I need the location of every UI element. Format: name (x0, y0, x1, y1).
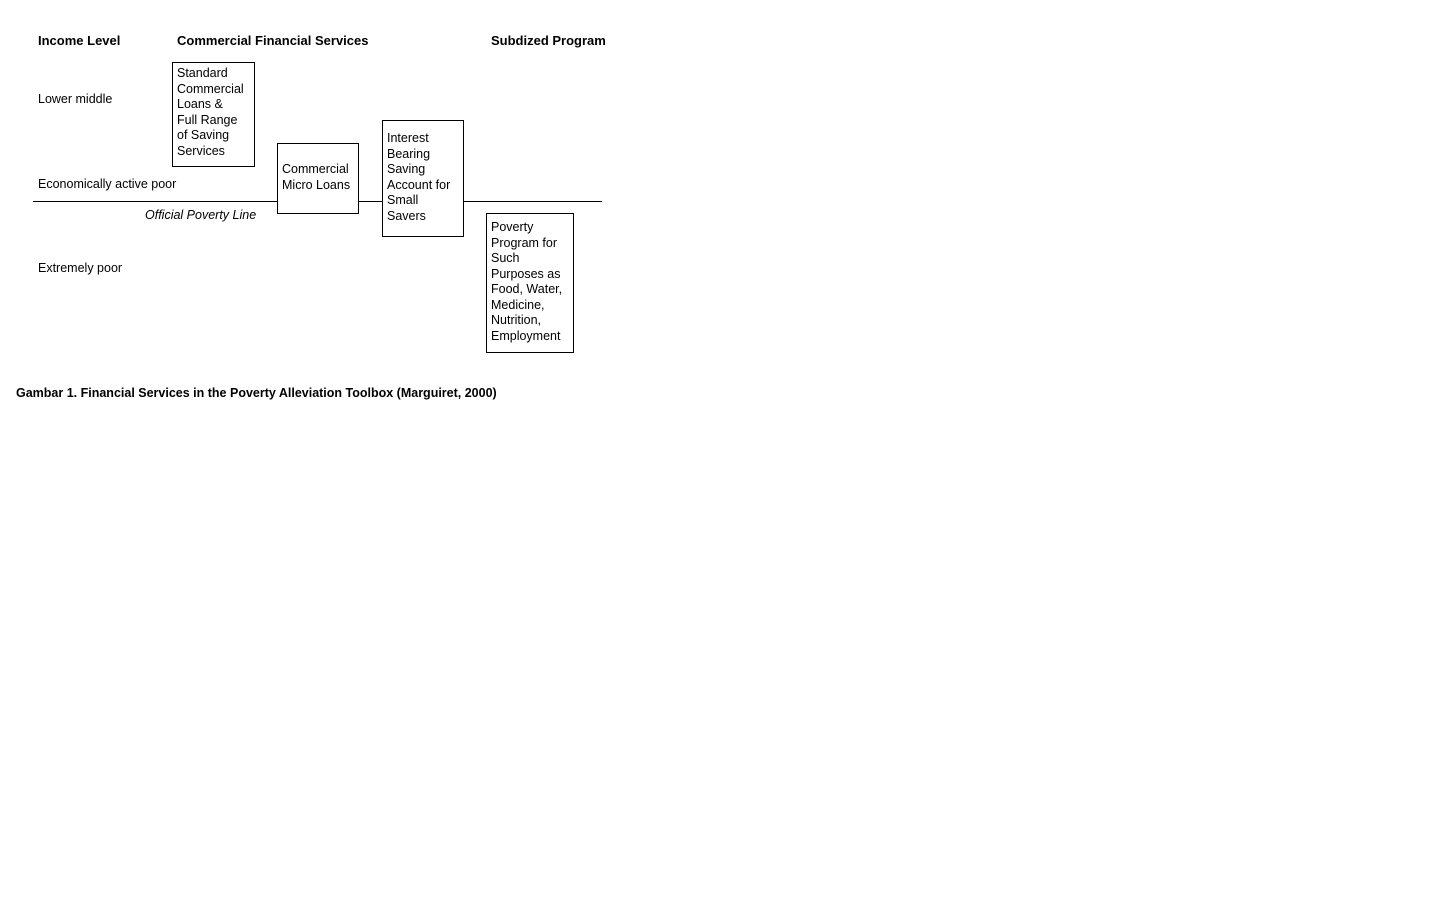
header-commercial-financial-services: Commercial Financial Services (177, 33, 369, 48)
box-interest-bearing-saving-account: Interest Bearing Saving Account for Small Savers (382, 120, 464, 237)
level-lower-middle: Lower middle (38, 92, 113, 106)
box-poverty-program: Poverty Program for Such Purposes as Food, Water, Medicine, Nutrition, Employment (486, 213, 574, 353)
figure-caption: Gambar 1. Financial Services in the Poverty Alleviation Toolbox (Marguiret, 2000) (16, 386, 497, 400)
header-subsidized-program: Subdized Program (491, 33, 606, 48)
box-commercial-micro-loans: Commercial Micro Loans (277, 143, 359, 214)
box-standard-commercial-loans: Standard Commercial Loans & Full Range of Saving Services (172, 62, 255, 167)
level-extremely-poor: Extremely poor (38, 261, 123, 275)
level-economically-active-poor: Economically active poor (38, 177, 177, 191)
header-income-level: Income Level (38, 33, 121, 48)
poverty-line-label: Official Poverty Line (145, 208, 257, 222)
